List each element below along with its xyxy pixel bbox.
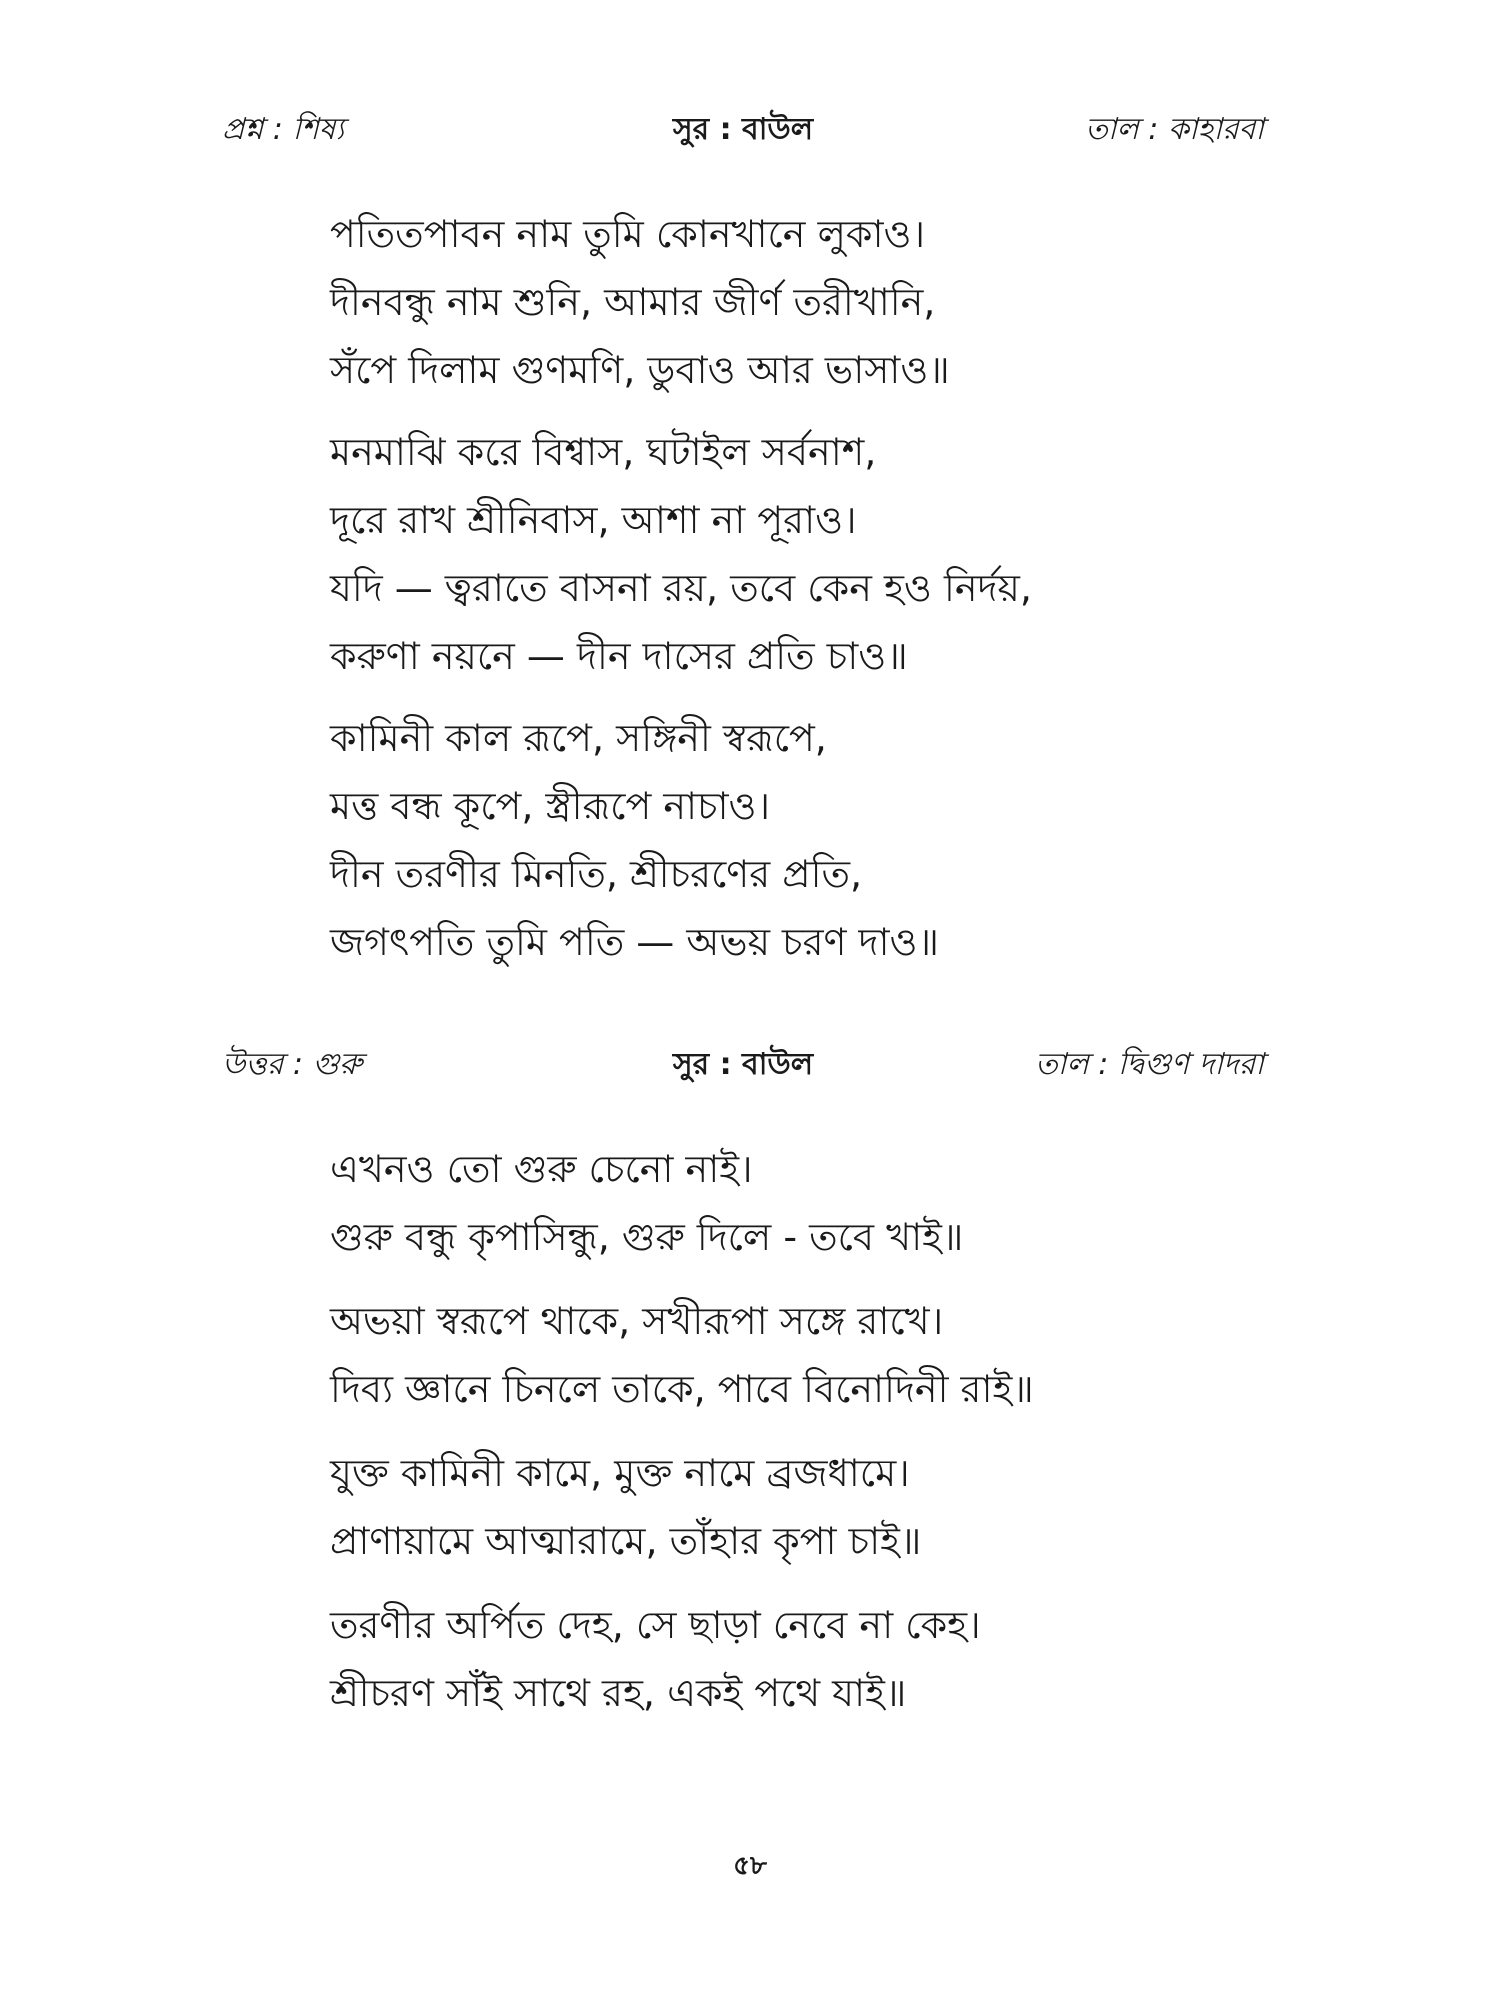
stanza	[330, 1135, 1330, 1271]
lyric-line: অভয়া স্বরূপে থাকে, সখীরূপা সঙ্গে রাখে।	[330, 1299, 944, 1343]
lyric-line: তরণীর অর্পিত দেহ, সে ছাড়া নেবে না কেহ।	[330, 1603, 981, 1647]
song1-tune: সুর : বাউল	[672, 112, 814, 147]
lyric-line: দূরে রাখ শ্রীনিবাস, আশা না পূরাও।	[330, 498, 857, 542]
page-number: ৫৮	[733, 1851, 767, 1881]
lyric-line: শ্রীচরণ সাঁই সাথে রহ, একই পথে যাই॥	[330, 1671, 907, 1715]
stanza	[330, 418, 1330, 690]
lyric-line: দীনবন্ধু নাম শুনি, আমার জীর্ণ তরীখানি,	[330, 280, 936, 324]
lyric-line: এখনও তো গুরু চেনো নাই।	[330, 1147, 753, 1191]
lyric-line: যুক্ত কামিনী কামে, মুক্ত নামে ব্রজধামে।	[330, 1451, 910, 1495]
lyric-line: কামিনী কাল রূপে, সঙ্গিনী স্বরূপে,	[330, 716, 827, 760]
song2-lyrics	[330, 1135, 1330, 1727]
stanza	[330, 704, 1330, 976]
lyric-line: মত্ত বন্ধ কূপে, স্ত্রীরূপে নাচাও।	[330, 784, 771, 828]
song2-tune: সুর : বাউল	[672, 1047, 814, 1082]
lyric-line: গুরু বন্ধু কৃপাসিন্ধু, গুরু দিলে - তবে খাই॥	[330, 1215, 964, 1259]
song1-header	[222, 105, 1264, 155]
song1-lyrics	[330, 200, 1330, 976]
song1-role: প্রশ্ন : শিষ্য	[222, 112, 345, 147]
lyric-line: করুণা নয়নে — দীন দাসের প্রতি চাও॥	[330, 634, 908, 678]
lyric-line: জগৎপতি তুমি পতি — অভয় চরণ দাও॥	[330, 920, 939, 964]
song1-rhythm: তাল : কাহারবা	[1085, 112, 1264, 147]
lyric-line: পতিতপাবন নাম তুমি কোনখানে লুকাও।	[330, 212, 926, 256]
lyric-line: সঁপে দিলাম গুণমণি, ডুবাও আর ভাসাও॥	[330, 348, 950, 392]
song2-header	[222, 1040, 1264, 1090]
stanza	[330, 1287, 1330, 1423]
stanza	[330, 1439, 1330, 1575]
lyric-line: যদি — ত্বরাতে বাসনা রয়, তবে কেন হও নির্দয়,	[330, 566, 1032, 610]
song2-rhythm: তাল : দ্বিগুণ দাদরা	[1035, 1047, 1264, 1082]
lyric-line: দীন তরণীর মিনতি, শ্রীচরণের প্রতি,	[330, 852, 863, 896]
song2-role: উত্তর : গুরু	[222, 1047, 363, 1082]
lyric-line: দিব্য জ্ঞানে চিনলে তাকে, পাবে বিনোদিনী রাই॥	[330, 1367, 1034, 1411]
stanza	[330, 1591, 1330, 1727]
lyric-line: মনমাঝি করে বিশ্বাস, ঘটাইল সর্বনাশ,	[330, 430, 877, 474]
stanza	[330, 200, 1330, 404]
lyric-line: প্রাণায়ামে আত্মারামে, তাঁহার কৃপা চাই॥	[330, 1519, 922, 1563]
